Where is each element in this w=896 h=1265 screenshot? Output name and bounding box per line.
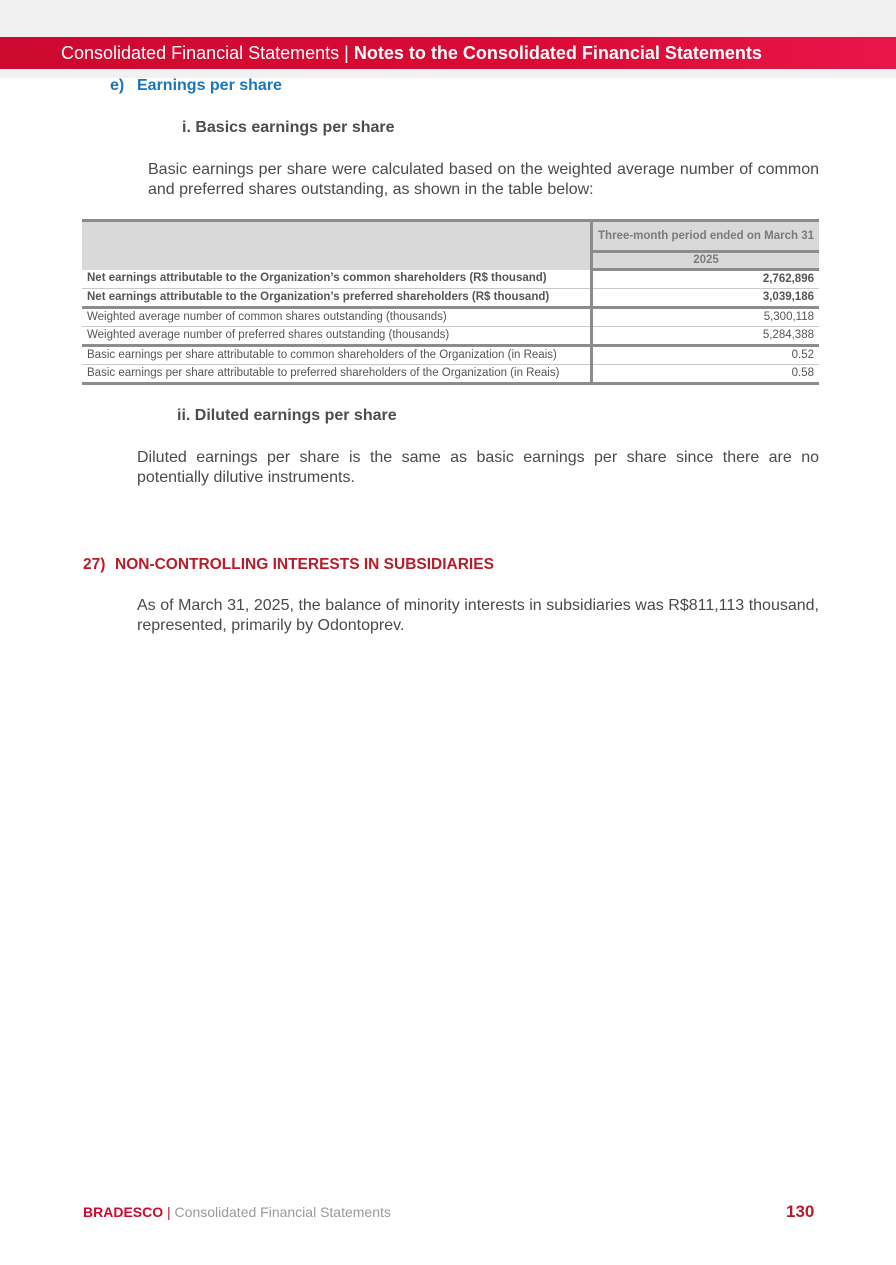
table-row <box>82 346 819 365</box>
header-right-title: Notes to the Consolidated Financial Statements <box>353 43 762 63</box>
table-row <box>82 308 819 327</box>
section-e-title: Earnings per share <box>137 77 282 94</box>
footer <box>83 1204 391 1220</box>
row-value: 2,762,896 <box>592 270 819 289</box>
diluted-eps-heading: ii. Diluted earnings per share <box>177 407 397 424</box>
basic-eps-heading: i. Basics earnings per share <box>182 119 395 136</box>
section-e-heading <box>110 77 282 95</box>
row-value: 5,284,388 <box>592 327 819 346</box>
header-left-title: Consolidated Financial Statements <box>61 43 340 63</box>
footer-doc-title: Consolidated Financial Statements <box>174 1204 391 1220</box>
table-row <box>82 327 819 346</box>
diluted-eps-paragraph: Diluted earnings per share is the same as basic earnings per share since there are no potentially dilutive instruments. <box>137 449 819 486</box>
row-value: 3,039,186 <box>592 289 819 308</box>
row-label: Weighted average number of preferred shares outstanding (thousands) <box>82 327 592 346</box>
basic-eps-paragraph: Basic earnings per share were calculated based on the weighted average number of common and preferred shares outstanding, as shown in the table below: <box>148 161 819 198</box>
row-label: Weighted average number of common shares outstanding (thousands) <box>82 308 592 327</box>
row-label: Basic earnings per share attributable to common shareholders of the Organization (in Reais) <box>82 346 592 365</box>
row-label: Net earnings attributable to the Organization’s preferred shareholders (R$ thousand) <box>82 289 592 308</box>
table-header-blank <box>82 221 592 270</box>
table-row <box>82 270 819 289</box>
footer-separator: | <box>167 1204 171 1220</box>
row-label: Basic earnings per share attributable to preferred shareholders of the Organization (in Reais) <box>82 365 592 384</box>
table-row <box>82 289 819 308</box>
header-banner <box>0 37 896 69</box>
section-27-paragraph: As of March 31, 2025, the balance of minority interests in subsidiaries was R$811,113 thousand, represented, primarily by Odontoprev. <box>137 597 819 634</box>
header-separator: | <box>344 43 349 63</box>
section-27-number: 27) <box>83 556 106 573</box>
table-year: 2025 <box>592 252 819 270</box>
section-27-title: NON-CONTROLLING INTERESTS IN SUBSIDIARIES <box>115 556 494 573</box>
page-number: 130 <box>786 1202 815 1221</box>
section-e-number: e) <box>110 77 125 94</box>
footer-brand: BRADESCO <box>83 1204 164 1220</box>
section-27-heading <box>83 556 494 574</box>
table-period-header: Three-month period ended on March 31 <box>592 221 819 252</box>
row-value: 0.58 <box>592 365 819 384</box>
eps-table <box>82 219 819 385</box>
row-value: 0.52 <box>592 346 819 365</box>
table-row <box>82 365 819 384</box>
table-header-row <box>82 221 819 252</box>
row-value: 5,300,118 <box>592 308 819 327</box>
row-label: Net earnings attributable to the Organization’s common shareholders (R$ thousand) <box>82 270 592 289</box>
